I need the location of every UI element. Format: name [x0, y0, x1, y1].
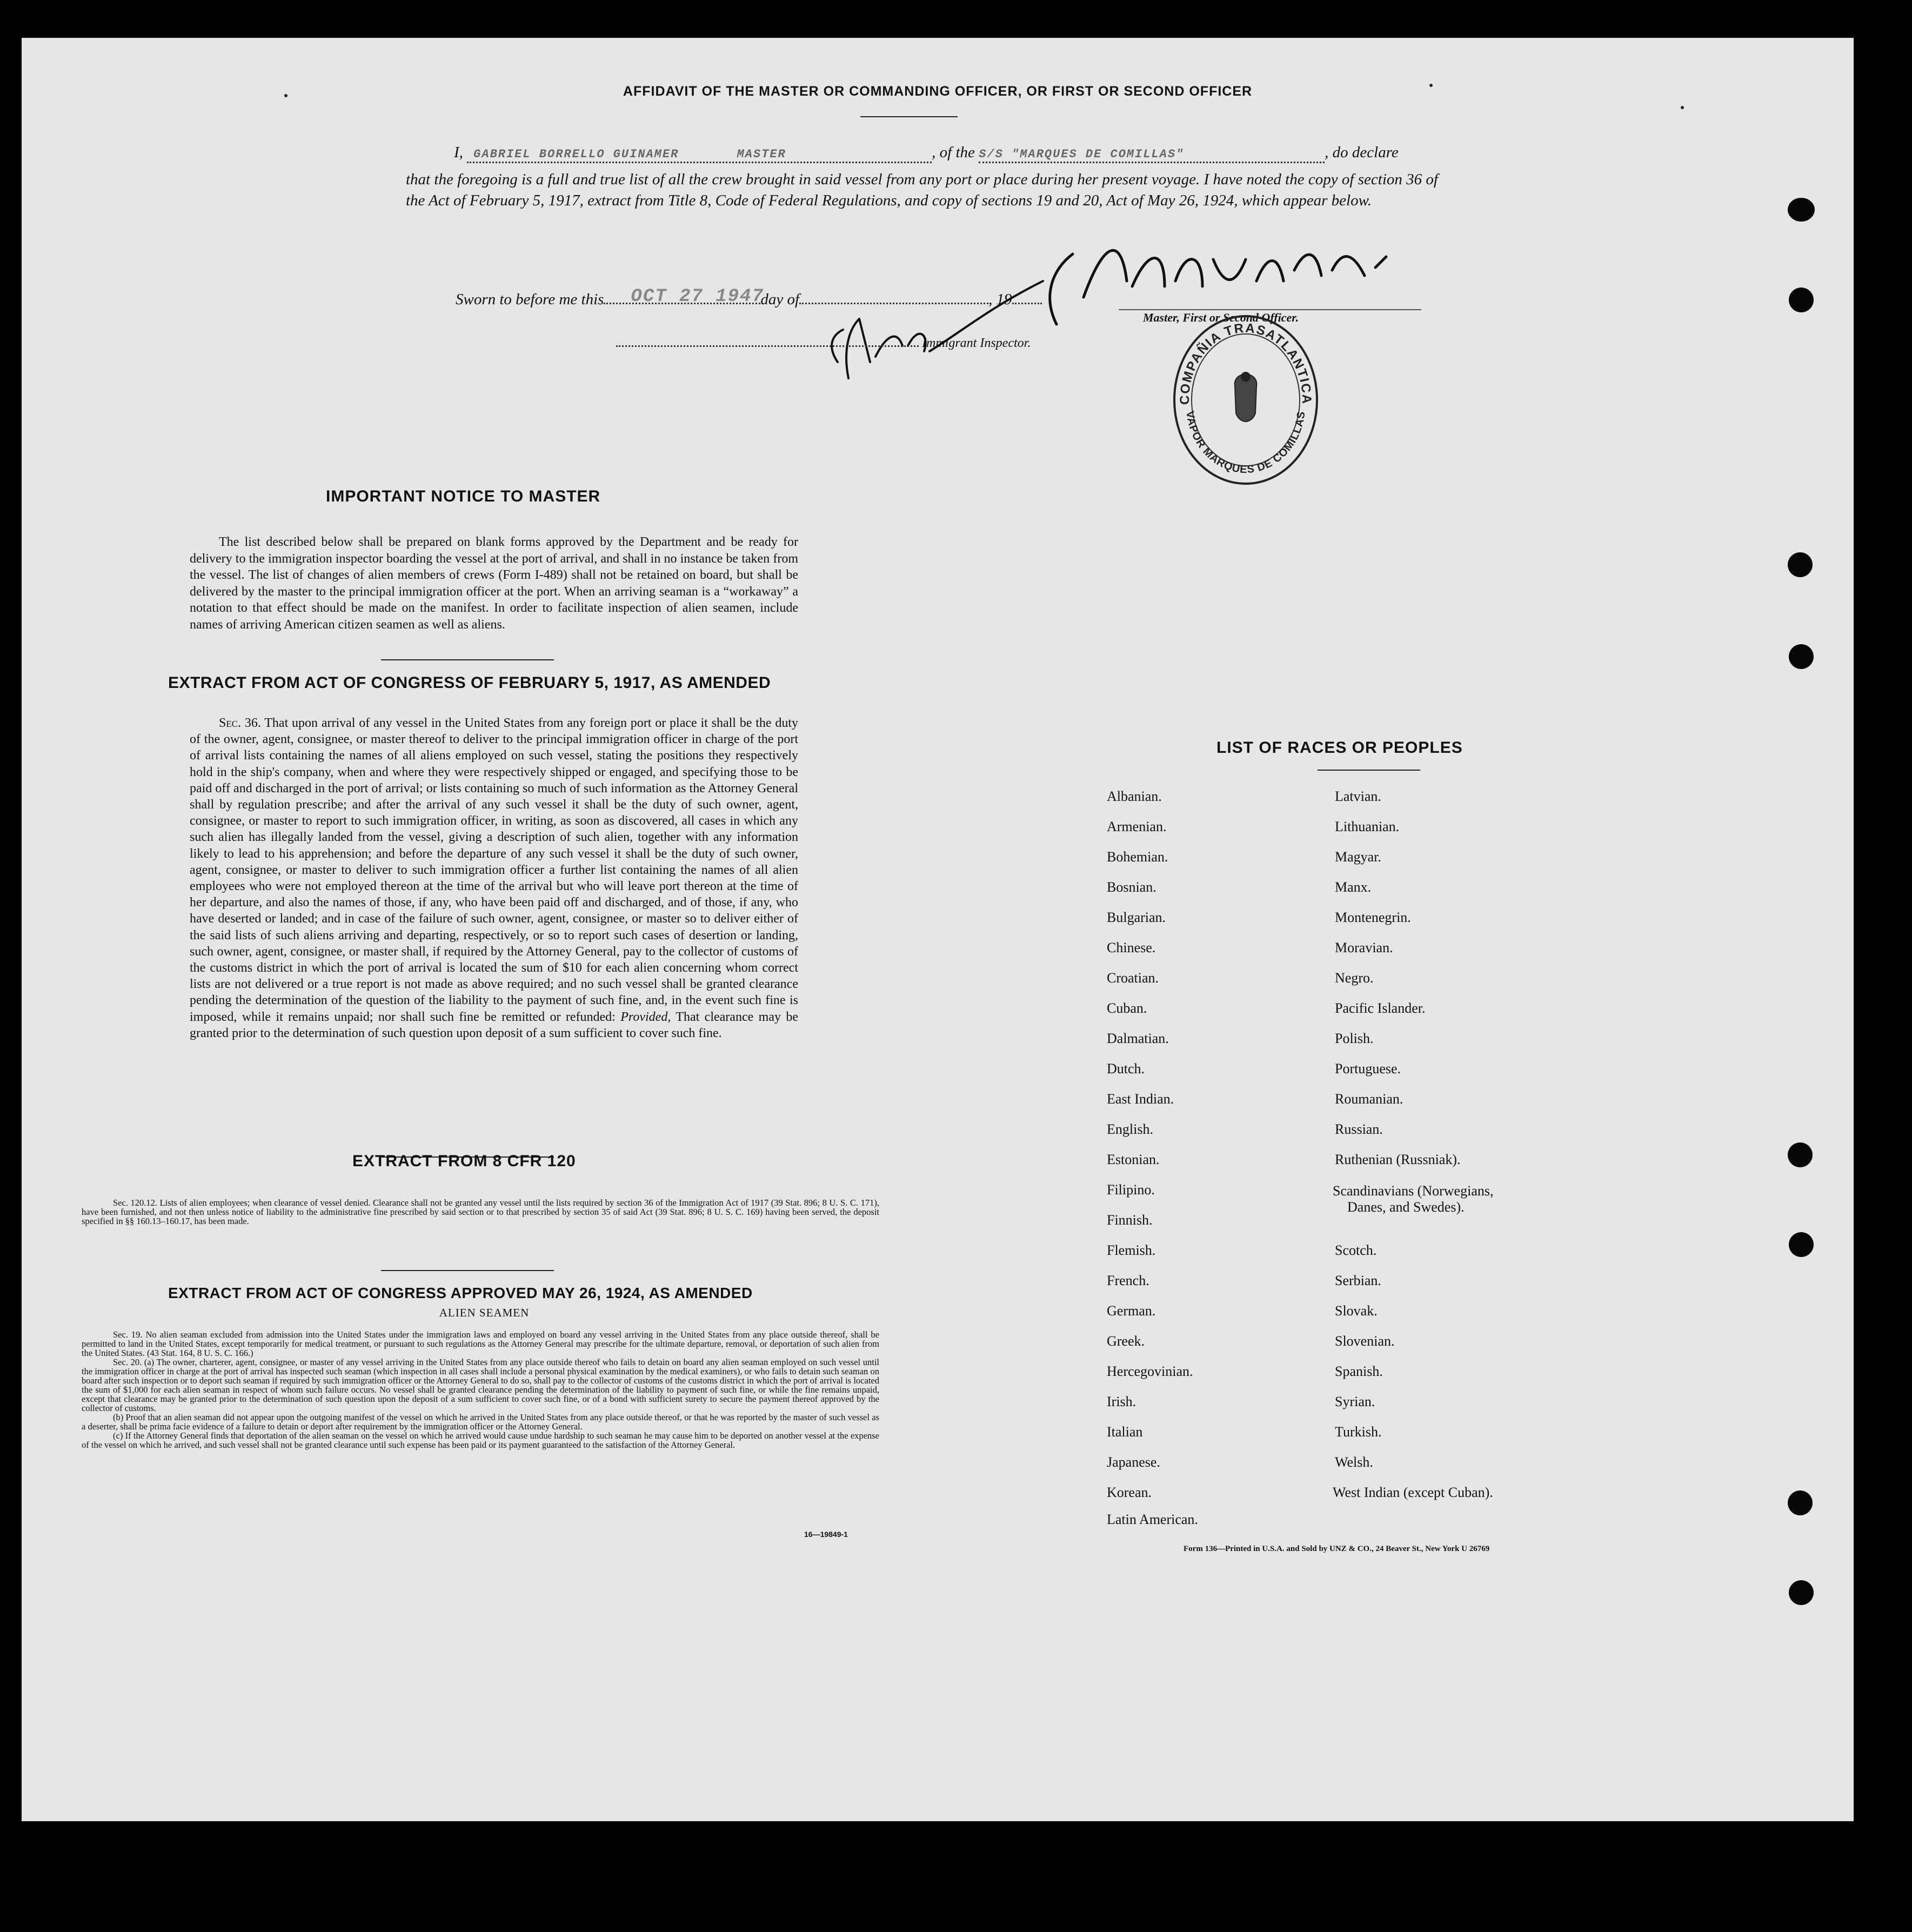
sec-19-text: Sec. 19. No alien seaman excluded from admission into the United States under the immigration laws and employed on board any vessel arriving in the United States from any place outside thereof, shall be permitted to land in the United States, except temporarily for medical treatment, or pursuant to such regulations as the Attorney General may prescribe for the ultimate departure, removal, or deportation of such alien from the United States. (43 Stat. 164, 8 U. S. C. 166.) [82, 1329, 879, 1358]
seal-top-text: COMPAÑIA TRASATLANTICA [1177, 320, 1314, 405]
race-item: Irish. [1107, 1394, 1136, 1409]
cfr-title: EXTRACT FROM 8 CFR 120 [352, 1152, 576, 1170]
race-item: Negro. [1335, 970, 1374, 986]
master-caption: Master, First or Second Officer. [1143, 311, 1299, 324]
of-the-label: , of the [932, 144, 975, 161]
race-item: West Indian (except Cuban). [1333, 1485, 1493, 1500]
sec-20a-text: Sec. 20. (a) The owner, charterer, agent, consignee, or master of any vessel arriving in the United States from any place outside thereof who fails to detain on board any alien seaman employed on such vessel until the immigration officer in charge at the port of arrival has inspected such seaman (which inspection in all cases shall include a personal physical examination by the medical examiners), or who fails to detain such seaman on board after such inspection or to deport such seaman if required by such immigration officer or the Attorney General to do so, shall pay to the collector of customs of the customs district in which the port of arrival is located the sum of $1,000 for each alien seaman in respect of whom such failure occurs. No vessel shall be granted clearance pending the determination of the liability to payment of such fine, or while the fine remains unpaid, except that clearance may be granted prior to the determination of such question upon the deposit of a sum sufficient to cover such fine, or of a bond with sufficient surety to secure the payment thereof approved by the collector of customs. [82, 1357, 879, 1413]
sec-20c-text: (c) If the Attorney General finds that deportation of the alien seaman on the vessel on which he arrived would cause undue hardship to such seaman he may cause him to be deported on another vessel at the expense of the vessel on which he arrived, and such vessel shall not be granted clearance until such expense has been paid or its payment guaranteed to the satisfaction of the Attorney General. [82, 1430, 879, 1450]
race-item: Welsh. [1335, 1454, 1373, 1470]
race-item: Estonian. [1107, 1152, 1160, 1167]
divider [381, 1270, 554, 1271]
notice-body: The list described below shall be prepared on blank forms approved by the Department and be ready for delivery to the immigration inspector boarding the vessel at the port of arrival, and shall in no instance be taken from the vessel. The list of changes of alien members of crews (Form I-489) shall not be retained on board, but shall be delivered by the master to the principal immigration officer at the port. When an arriving seaman is a “workaway” a notation to that effect should be made on the manifest. In order to facilitate inspection of alien seamen, include names of arriving American citizen seamen as well as aliens. [190, 535, 798, 632]
sec-20b-text: (b) Proof that an alien seaman did not appear upon the outgoing manifest of the vessel on which he arrived in the United States from any place outside thereof, or that he was reported by the master of such vessel as a deserter, shall be prima facie evidence of a failure to detain or deport after requirement by the immigration officer or the Attorney General. [82, 1412, 879, 1432]
sec-36-label: Sec. 36. [219, 716, 261, 730]
race-item: Ruthenian (Russniak). [1335, 1152, 1461, 1167]
print-code: 16—19849-1 [804, 1530, 848, 1539]
inspector-line [616, 336, 1031, 351]
extract-1924-section [82, 1330, 879, 1449]
race-item: Scandinavians (Norwegians, [1333, 1183, 1494, 1199]
cfr-text: Sec. 120.12. Lists of alien employees; when clearance of vessel denied. Clearance shall not be granted any vessel until the lists required by section 36 of the Immigration Act of 1917 (39 Stat. 896; 8 U. S. C. 171), have been furnished, and not then unless notice of liability to the administrative fine prescribed by said section or to that prescribed by section 35 of said Act (39 Stat. 896; 8 U. S. C. 169) having been served, the deposit specified in §§ 160.13–160.17, has been made. [82, 1198, 879, 1226]
sec-20c [82, 1431, 879, 1449]
race-item: Croatian. [1107, 970, 1159, 986]
race-item: Flemish. [1107, 1242, 1156, 1258]
sec-20b [82, 1413, 879, 1431]
sec-36-body-end: That clearance may be granted prior to the determination of such question upon deposit of a sum sufficient to cover such fine. [190, 1010, 799, 1040]
sworn-date-blank [604, 286, 764, 307]
race-item: Polish. [1335, 1031, 1374, 1046]
race-item: Bohemian. [1107, 849, 1168, 865]
race-item: Cuban. [1107, 1000, 1147, 1016]
race-item: Serbian. [1335, 1273, 1381, 1288]
document-page [22, 38, 1854, 1821]
race-item: Filipino. [1107, 1182, 1155, 1198]
race-item: Greek. [1107, 1333, 1145, 1349]
punch-hole [1789, 1580, 1814, 1605]
speck [1681, 106, 1684, 109]
race-item: Dalmatian. [1107, 1031, 1169, 1046]
punch-hole [1788, 1490, 1813, 1515]
race-item: Roumanian. [1335, 1091, 1403, 1107]
master-name: GABRIEL BORRELLO GUINAMER [473, 148, 679, 161]
race-item: Scotch. [1335, 1242, 1377, 1258]
race-item: Chinese. [1107, 940, 1156, 955]
race-item: Manx. [1335, 879, 1372, 895]
race-item: Slovenian. [1335, 1333, 1395, 1349]
affidavit-prefix: I, [454, 144, 463, 161]
punch-hole [1789, 288, 1814, 312]
race-item: Montenegrin. [1335, 910, 1411, 925]
race-item: French. [1107, 1273, 1149, 1288]
sec-20a [82, 1358, 879, 1413]
race-item: Korean. [1107, 1485, 1152, 1500]
day-of-label: day of [760, 291, 800, 308]
inspector-signature [794, 270, 1065, 395]
race-item: Moravian. [1335, 940, 1393, 955]
races-underline [1318, 770, 1420, 771]
extract-1924-title: EXTRACT FROM ACT OF CONGRESS APPROVED MAY 26, 1924, AS AMENDED [168, 1285, 753, 1301]
master-name-blank [467, 144, 932, 163]
signature-line [1119, 309, 1421, 310]
race-item: English. [1107, 1121, 1153, 1137]
notice-title: IMPORTANT NOTICE TO MASTER [326, 487, 601, 505]
affidavit-line-1 [454, 144, 1454, 163]
race-item: Hercegovinian. [1107, 1363, 1193, 1379]
race-item: Bosnian. [1107, 879, 1156, 895]
company-seal [1165, 311, 1327, 489]
form-footer: Form 136—Printed in U.S.A. and Sold by UNZ & CO., 24 Beaver St., New York U 26769 [1184, 1545, 1490, 1553]
divider [381, 659, 554, 660]
affidavit-title: AFFIDAVIT OF THE MASTER OR COMMANDING OFFICER, OR FIRST OR SECOND OFFICER [623, 84, 1253, 99]
year-prefix: , 19 [988, 291, 1012, 308]
alien-seamen-subtitle: ALIEN SEAMEN [439, 1306, 530, 1319]
race-item: German. [1107, 1303, 1156, 1319]
affidavit-body: that the foregoing is a full and true list of all the crew brought in said vessel from any port or place during her present voyage. I have noted the copy of section 36 of the Act of February 5, 1917, extract from Title 8, Code of Federal Regulations, and copy of sections 19 and 20, Act of May 26, 1924, which appear below. [406, 171, 1438, 209]
race-item: Lithuanian. [1335, 819, 1400, 834]
race-item: Danes, and Swedes). [1347, 1199, 1465, 1215]
punch-hole [1788, 1142, 1813, 1167]
title-underline [860, 116, 958, 117]
punch-hole [1789, 644, 1814, 669]
extract-1917-title: EXTRACT FROM ACT OF CONGRESS OF FEBRUARY 5, 1917, AS AMENDED [168, 674, 771, 692]
vessel-blank [979, 144, 1325, 163]
race-item: Dutch. [1107, 1061, 1145, 1077]
race-item: Armenian. [1107, 819, 1167, 834]
race-item: Magyar. [1335, 849, 1381, 865]
declare-label: , do declare [1325, 144, 1399, 161]
race-item: Russian. [1335, 1121, 1383, 1137]
sec-19 [82, 1330, 879, 1358]
race-item: Japanese. [1107, 1454, 1160, 1470]
race-item: Albanian. [1107, 788, 1162, 804]
race-item: Finnish. [1107, 1212, 1153, 1228]
race-item: Pacific Islander. [1335, 1000, 1426, 1016]
race-item: East Indian. [1107, 1091, 1174, 1107]
race-item: Syrian. [1335, 1394, 1375, 1409]
race-item: Bulgarian. [1107, 910, 1166, 925]
cfr-section [82, 1198, 879, 1226]
inspector-blank [616, 345, 919, 347]
race-item: Slovak. [1335, 1303, 1378, 1319]
race-item: Portuguese. [1335, 1061, 1401, 1077]
notice-section [190, 534, 798, 633]
section-36-text [190, 715, 798, 1041]
punch-hole [1788, 198, 1815, 222]
sec-36-body: That upon arrival of any vessel in the United States from any foreign port or place it shall be the duty of the owner, agent, consignee, or master thereof to deliver to the principal immigration officer in charge of the port of arrival lists containing the names of all aliens employed on such vessel, stating the positions they respectively hold in the ship's company, when and where they were respectively shipped or engaged, and specifying those to be paid off and discharged in the port of arrival; or lists containing so much of such information as the Attorney General shall by regulation prescribe; and after the arrival of any such vessel it shall be the duty of such owner, agent, consignee, or master to report to such immigration officer, in writing, as soon as discovered, all cases in which any such alien has illegally landed from the vessel, giving a description of such alien, together with any information likely to lead to his apprehension; and before the departure of any such vessel it shall be the duty of such owner, agent, consignee, or master to deliver to such immigration officer a further list containing the names of all alien employees who were not employed thereon at the time of the arrival but who will leave port thereon at the time of her departure, and also the names of those, if any, who have been paid off and discharged, and of those, if any, who have deserted or landed; and in case of the failure of such owner, agent, consignee, or master so to deliver either of the said lists of such aliens arriving and departing, respectively, or so to report such cases of desertion or landing, such owner, agent, consignee, or master shall, if required by the Attorney General, pay to the collector of customs of the customs district in which the port of arrival is located the sum of $10 for each alien concerning whom correct lists are not delivered or a true report is not made as above required; and no such vessel shall be granted clearance pending the determination of the question of the liability to the payment of such fine, and, in the event such fine is imposed, while it remains unpaid; nor shall such fine be remitted or refunded: [190, 716, 798, 1024]
punch-hole [1788, 552, 1813, 577]
punch-hole [1789, 1232, 1814, 1257]
race-item: Latvian. [1335, 788, 1381, 804]
race-item: Turkish. [1335, 1424, 1382, 1440]
race-item: Italian [1107, 1424, 1143, 1440]
inspector-caption: Immigrant Inspector. [922, 336, 1031, 350]
master-rank: MASTER [737, 148, 786, 161]
race-item: Spanish. [1335, 1363, 1383, 1379]
seal-bottom-text: VAPOR MARQUES DE COMILLAS [1184, 410, 1308, 476]
races-title: LIST OF RACES OR PEOPLES [1216, 739, 1463, 757]
extract-1917-section [190, 715, 798, 1041]
vessel-name: S/S "MARQUES DE COMILLAS" [979, 148, 1185, 161]
sworn-date-stamp: OCT 27 1947 [631, 286, 764, 307]
sworn-prefix: Sworn to before me this [456, 291, 604, 308]
race-item: Latin American. [1107, 1512, 1198, 1527]
cfr-body [82, 1198, 879, 1226]
provided-label: Provided, [620, 1010, 671, 1024]
